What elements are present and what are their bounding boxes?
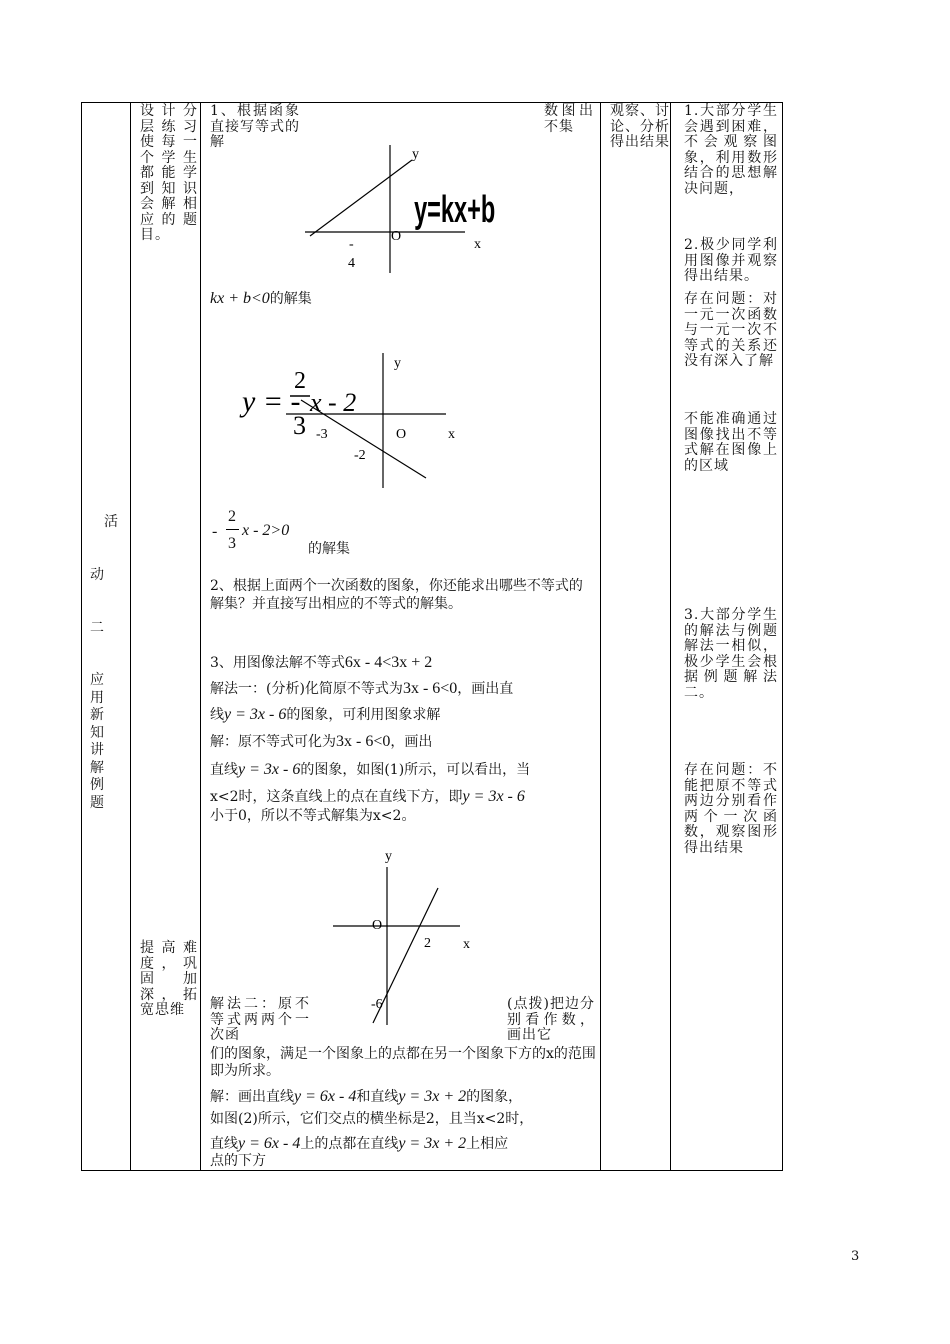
solution1-line-eq: y = 3x - 6 xyxy=(238,761,301,778)
page-number: 3 xyxy=(851,1249,860,1264)
note-1: 1.大部分学生会遇到困难，不会观察图象，利用数形结合的思想解决问题， xyxy=(684,103,778,197)
graph-3 xyxy=(330,845,480,1030)
method2-right-text: (点拨)把边分别看作数，画出它 xyxy=(507,996,595,1043)
solution2-text-f: 上的点都在直线 xyxy=(300,1136,399,1152)
q2-text: 2、根据上面两个一次函数的图象，你还能求出哪些不等式的解集？并直接写出相应的不等式的解集。 xyxy=(210,578,583,612)
graph-1-origin: O xyxy=(391,229,402,244)
graph-2-minus-2: -2 xyxy=(354,448,366,463)
method1-line-eq: y = 3x - 6 xyxy=(224,706,287,723)
intent-text-1: 设计分层练习使每一个学生都能学到知识会解相应的题目。 xyxy=(140,103,198,243)
graph-2-eq-num: 2 xyxy=(294,368,306,394)
q1-right-text: 数图出不集 xyxy=(544,103,594,135)
graph-3-two: 2 xyxy=(424,936,431,951)
solution2-text-e: 直线 xyxy=(210,1136,238,1152)
expr-2-rest: x - 2>0 xyxy=(242,522,290,539)
expr-2-frac-bar xyxy=(226,529,239,530)
solution1-inequality: 3x - 6<0 xyxy=(336,733,391,750)
note-6: 存在问题：不能把原不等式两边分别看作两个一次函数，观察图形得出结果 xyxy=(684,762,778,856)
graph-2-y-label: y xyxy=(394,356,401,371)
expr-2 xyxy=(210,508,410,558)
graph-2-origin: O xyxy=(396,427,407,442)
solution2-line3 xyxy=(210,1133,508,1153)
graph-3-minus-6: -6 xyxy=(371,997,383,1012)
method2-left-text: 解法二：原不等式两两个一次函 xyxy=(210,996,310,1043)
col-divider-2 xyxy=(200,102,201,1171)
col-divider-0 xyxy=(81,102,82,1171)
table-bottom-border xyxy=(81,1170,783,1171)
method1-text-c: 线 xyxy=(210,707,224,723)
solution2-line-eq-2: y = 3x + 2 xyxy=(398,1088,467,1105)
method1-text-a: 解法一：(分析)化简原不等式为 xyxy=(210,681,403,697)
method1-text-d: 的图象，可利用图象求解 xyxy=(286,707,441,723)
note-5: 3.大部分学生的解法与例题解法一相似，极少学生会根据例题解法二。 xyxy=(684,607,778,701)
graph-1 xyxy=(300,140,500,275)
activity-char-1: 活 xyxy=(104,514,118,530)
solution1-line3 xyxy=(210,786,525,806)
expr-2-suffix: 的解集 xyxy=(308,541,350,557)
graph-1-neg-four: 4 xyxy=(348,256,355,271)
graph-2-eq-den: 3 xyxy=(293,411,306,440)
col-divider-5 xyxy=(782,102,783,1171)
solution1-text-e: x<2时，这条直线上的点在直线下方，即 xyxy=(210,789,463,805)
expr-2-num: 2 xyxy=(228,508,236,525)
method1-inequality: 3x - 6<0 xyxy=(402,680,458,697)
col-divider-3 xyxy=(600,102,601,1171)
graph-2 xyxy=(236,348,476,493)
solution2-text-g: 上相应 xyxy=(466,1136,509,1152)
solution1-line2 xyxy=(210,759,530,779)
solution2-line-eq-4: y = 3x + 2 xyxy=(398,1135,467,1152)
expr-2-lead: - xyxy=(212,523,218,540)
graph-1-x-label: x xyxy=(474,237,481,252)
solution2-text-a: 解：画出直线 xyxy=(210,1089,294,1105)
graph-2-eq-rhs: x - 2 xyxy=(310,388,357,417)
solution2-text-c: 的图象， xyxy=(466,1089,523,1105)
graph-3-line xyxy=(373,888,438,1023)
col-divider-1 xyxy=(130,102,131,1171)
solution1-line1 xyxy=(210,731,432,751)
note-4: 不能准确通过图像找出不等式解在图像上的区域 xyxy=(684,411,778,474)
graph-1-y-label: y xyxy=(412,147,419,162)
graph-2-eq-lhs: y = - xyxy=(242,385,301,418)
graph-2-x-label: x xyxy=(448,427,455,442)
solution1-text-b: ，画出 xyxy=(390,734,433,750)
intent-text-2: 提高难度，巩固加深，拓宽思维 xyxy=(140,940,198,1018)
graph-3-origin: O xyxy=(372,918,383,933)
graph-3-y-label: y xyxy=(385,849,392,864)
solution1-line-eq-2: y = 3x - 6 xyxy=(462,788,525,805)
graph-1-line xyxy=(310,160,412,236)
expr-2-den: 3 xyxy=(228,535,236,552)
student-activity-text: 观察、讨论、分析得出结果 xyxy=(610,103,670,150)
activity-vertical-title: 应用新知讲解例题 xyxy=(90,672,104,811)
graph-3-x-label: x xyxy=(463,937,470,952)
expr-1-math: kx + b<0 xyxy=(210,290,270,307)
method1-line2 xyxy=(210,704,440,724)
solution2-line2: 如图(2)所示，它们交点的横坐标是2，且当x<2时， xyxy=(210,1111,534,1127)
solution1-text-c: 直线 xyxy=(210,762,238,778)
col-divider-4 xyxy=(670,102,671,1171)
activity-char-2: 动 xyxy=(90,567,104,583)
solution2-line-eq-1: y = 6x - 4 xyxy=(294,1088,357,1105)
graph-1-neg-sign: - xyxy=(349,237,354,252)
note-3: 存在问题：对一元一次函数与一元一次不等式的关系还没有深入了解 xyxy=(684,291,778,369)
solution1-text-a: 解：原不等式可化为 xyxy=(210,734,336,750)
method1-line1 xyxy=(210,678,513,698)
expr-1 xyxy=(210,288,312,308)
q3-label: 3、用图像法解不等式 xyxy=(210,655,345,671)
solution1-text-d: 的图象，如图(1)所示，可以看出，当 xyxy=(300,762,531,778)
activity-char-3: 二 xyxy=(90,620,104,636)
q3-inequality: 6x - 4<3x + 2 xyxy=(344,654,433,671)
solution2-text-b: 和直线 xyxy=(356,1089,399,1105)
q3-line xyxy=(210,652,432,672)
solution2-line1 xyxy=(210,1086,522,1106)
method2-continuation: 们的图象，满足一个图象上的点都在另一个图象下方的x的范围即为所求。 xyxy=(210,1046,596,1079)
solution2-line-eq-3: y = 6x - 4 xyxy=(238,1135,301,1152)
expr-1-suffix: 的解集 xyxy=(269,291,312,307)
note-2: 2.极少同学利用图像并观察得出结果。 xyxy=(684,237,778,284)
graph-1-equation: y=kx+b xyxy=(414,187,496,231)
q1-left-text: 1、根据函象直接写等式的解 xyxy=(210,103,300,150)
solution1-line4: 小于0，所以不等式解集为x<2。 xyxy=(210,808,416,824)
solution2-line4: 点的下方 xyxy=(210,1153,266,1169)
method1-text-b: ，画出直 xyxy=(457,681,514,697)
graph-2-minus-3: -3 xyxy=(316,427,328,442)
